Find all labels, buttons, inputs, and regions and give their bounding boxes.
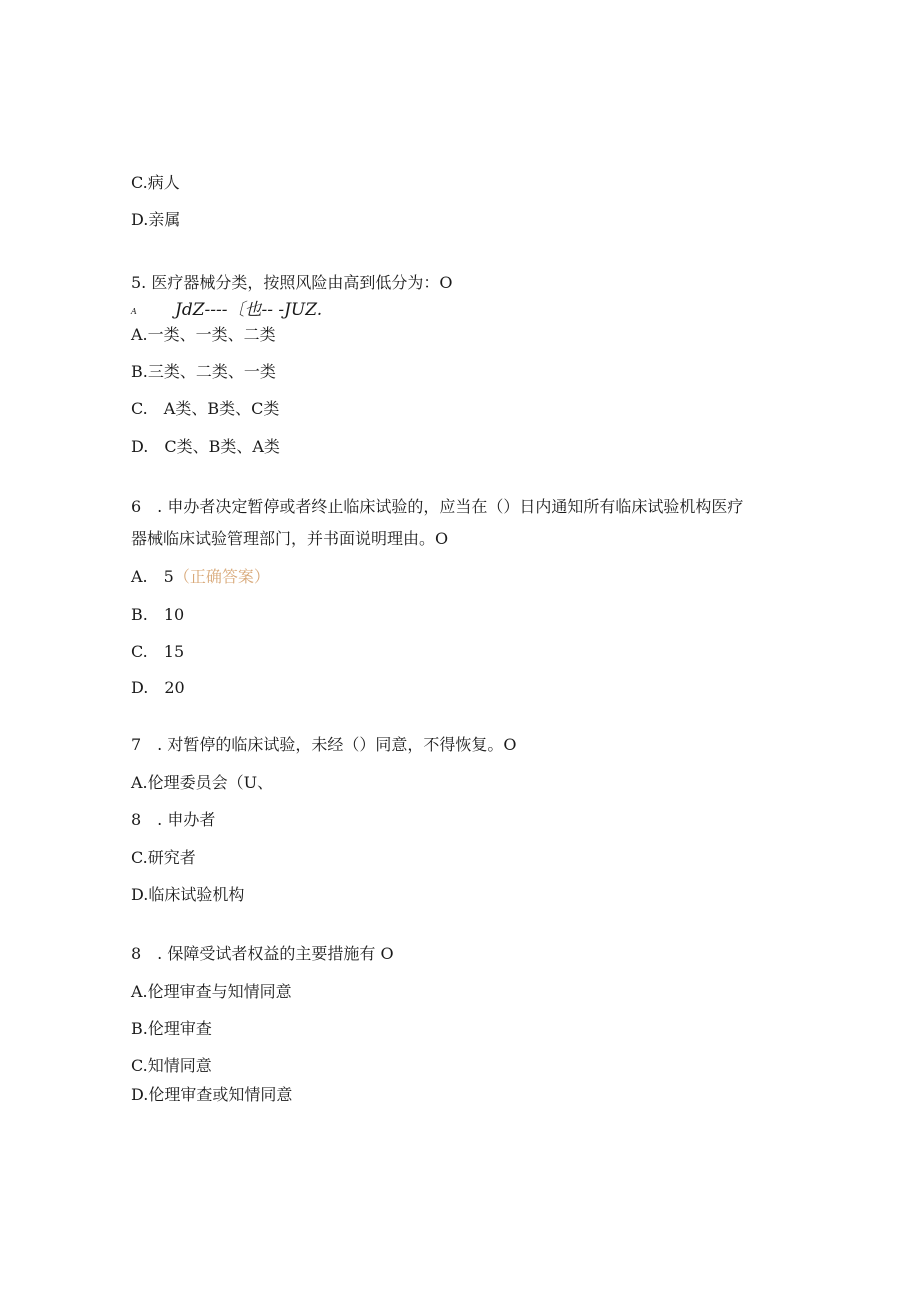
q8-option-a: A.伦理审查与知情同意 [131,982,292,1001]
q8-option-d: D.伦理审查或知情同意 [131,1085,293,1104]
q7-option-c: C.研究者 [131,848,196,867]
q7-question-stem: 7 . 对暂停的临床试验，未经（）同意，不得恢复。O [131,735,517,754]
q8-option-c: C.知情同意 [131,1056,212,1075]
q5-question-stem: 5. 医疗器械分类，按照风险由高到低分为：O [131,273,453,292]
q6-option-c: C. 15 [131,642,185,661]
q6-question-stem-line1: 6 . 申办者决定暂停或者终止临床试验的，应当在（）日内通知所有临床试验机构医疗 [131,497,744,516]
q7-option-a: A.伦理委员会（U、 [131,773,274,792]
q4-option-d: D.亲属 [131,210,181,229]
q6-option-d: D. 20 [131,678,185,697]
q7-option-b: 8 . 申办者 [131,810,216,829]
q6-question-stem-line2: 器械临床试验管理部门，并书面说明理由。O [131,529,449,548]
q5-option-a: A.一类、一类、二类 [131,325,276,344]
q8-question-stem: 8 . 保障受试者权益的主要措施有 O [131,944,394,963]
q4-option-c: C.病人 [131,173,180,192]
q5-option-d: D. C类、B类、A类 [131,437,280,456]
correct-answer-tag: （正确答案） [173,567,270,586]
q6-option-a [131,566,270,588]
q7-option-d: D.临床试验机构 [131,885,245,904]
q6-option-a-text: A. 5 [131,567,174,586]
q5-option-b: B.三类、二类、一类 [131,362,276,381]
q5-noise-mark: A [131,307,137,316]
q5-option-c: C. A类、B类、C类 [131,399,280,418]
q8-option-b: B.伦理审查 [131,1019,212,1038]
q6-option-b: B. 10 [131,605,185,624]
q5-garbled-text: JdZ----〔也-- -JUZ. [175,300,323,320]
